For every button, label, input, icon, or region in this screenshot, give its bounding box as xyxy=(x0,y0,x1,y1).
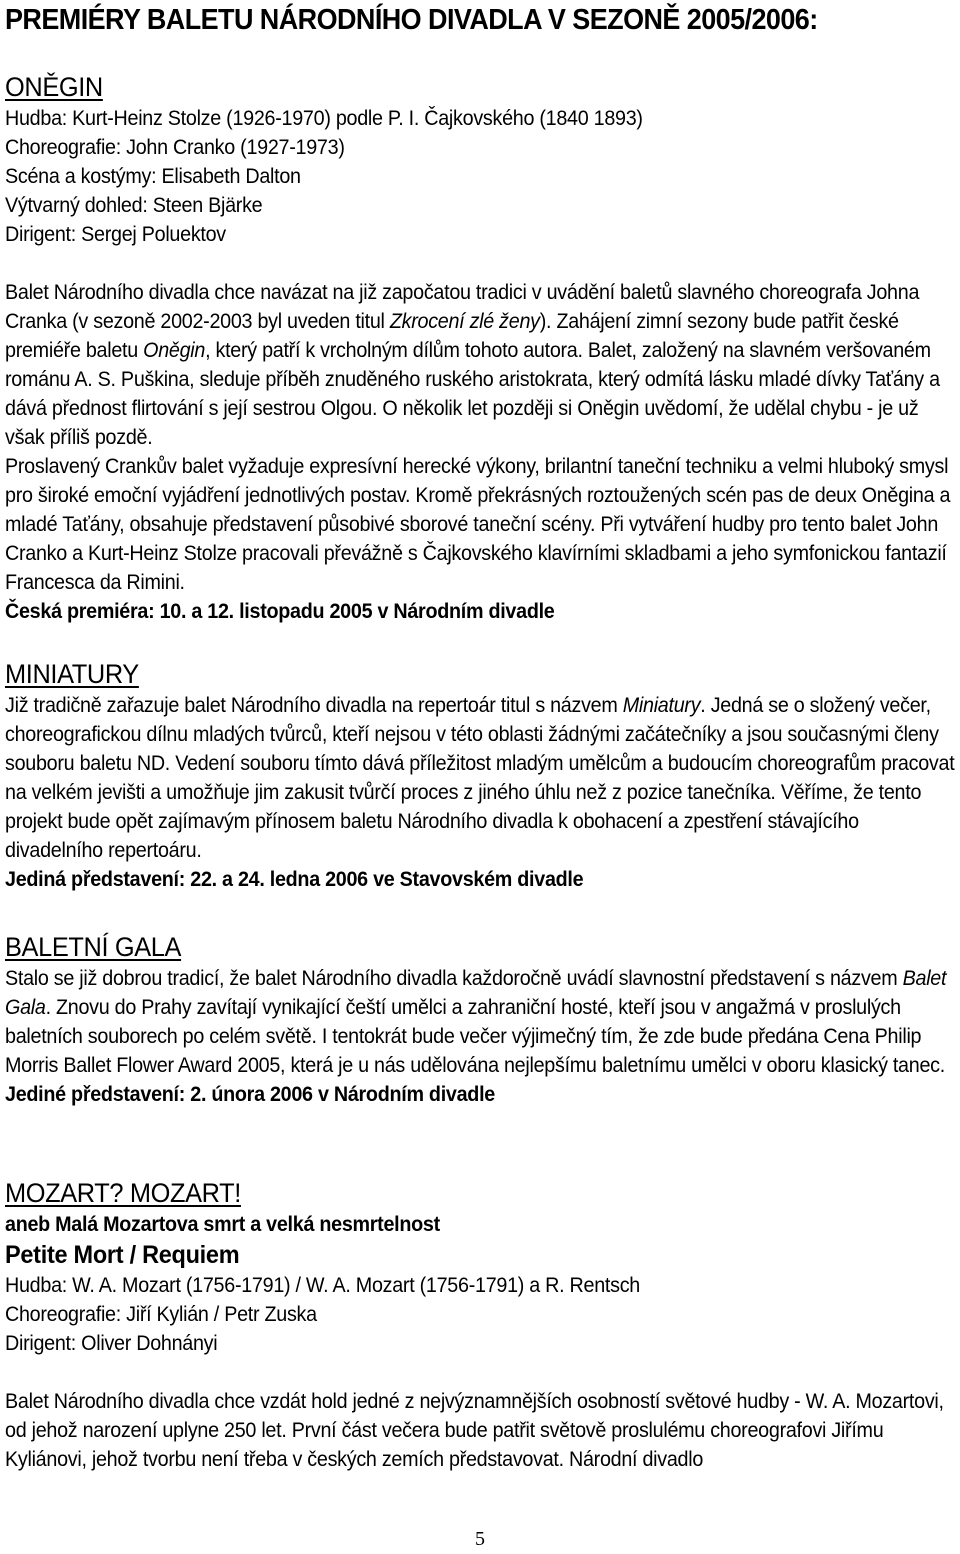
main-title: PREMIÉRY BALETU NÁRODNÍHO DIVADLA V SEZONĚ 2005/2006: xyxy=(5,4,818,36)
section-title-mozart: MOZART? MOZART! xyxy=(5,1178,241,1208)
paragraph xyxy=(5,691,954,865)
credit-line: Výtvarný dohled: Steen Bjärke xyxy=(5,194,263,217)
paragraph xyxy=(5,964,954,1080)
italic-title: Miniatury xyxy=(622,694,701,717)
section-mozart xyxy=(5,1176,954,1474)
credit-line: Choreografie: Jiří Kylián / Petr Zuska xyxy=(5,1303,317,1326)
text-run: ). Zahájení zimní sezony bude patřit české premiéře baletu xyxy=(5,310,899,362)
italic-title: Oněgin xyxy=(143,339,206,362)
section-title-gala: BALETNÍ GALA xyxy=(5,932,182,962)
paragraph: Proslavený Crankův balet vyžaduje expresívní herecké výkony, brilantní taneční techniku a velmi hluboký smysl pro široké emoční vyjádření jednotlivých postav. Kromě překrásných roztoužených scén pas de deux Oněgina a mladé Taťány, obsahuje představení působivé sborové taneční scény. Při vytváření hudby pro tento balet John Cranko a Kurt-Heinz Stolze pracovali převážně s Čajkovského klavírními skladbami a jeho symfonickou fantazií Francesca da Rimini. xyxy=(5,455,951,594)
section-onegin xyxy=(5,70,954,626)
spacer xyxy=(5,249,954,278)
paragraph xyxy=(5,278,954,452)
credit-line: Dirigent: Sergej Poluektov xyxy=(5,223,226,246)
work-title: Petite Mort / Requiem xyxy=(5,1241,240,1269)
section-title-miniatury: MINIATURY xyxy=(5,659,139,689)
credit-line: Dirigent: Oliver Dohnányi xyxy=(5,1332,218,1355)
italic-title: Zkrocení zlé ženy xyxy=(389,310,540,333)
section-title-onegin: ONĚGIN xyxy=(5,72,103,102)
spacer xyxy=(5,1358,954,1387)
premiere-date: Česká premiéra: 10. a 12. listopadu 2005 v Národním divadle xyxy=(5,600,555,623)
section-miniatury xyxy=(5,657,954,894)
credit-line: Hudba: Kurt-Heinz Stolze (1926-1970) podle P. I. Čajkovského (1840 1893) xyxy=(5,107,643,130)
text-run: Již tradičně zařazuje balet Národního divadla na repertoár titul s názvem xyxy=(5,694,623,717)
performance-date: Jediná představení: 22. a 24. ledna 2006 ve Stavovském divadle xyxy=(5,868,584,891)
text-run: , který patří k vrcholným dílům tohoto autora. Balet, založený na slavném veršovaném románu A. S. Puškina, sleduje příběh znuděného ruského aristokrata, který odmítá lásku mladé dívky Taťány a dává přednost flirtování s její sestrou Olgou. O několik let později si Oněgin uvědomí, že udělal chybu - je už však příliš pozdě. xyxy=(5,339,940,449)
paragraph: Balet Národního divadla chce vzdát hold jedné z nejvýznamnějších osobností světové hudby - W. A. Mozartovi, od jehož narození uplyne 250 let. První část večera bude patřit světově proslulému choreografovi Jiřímu Kyliánovi, jehož tvorbu není třeba v českých zemích představovat. Národní divadlo xyxy=(5,1390,944,1471)
text-run: Stalo se již dobrou tradicí, že balet Národního divadla každoročně uvádí slavnostní představení s názvem xyxy=(5,967,903,990)
text-run: . Jedná se o složený večer, choreografickou dílnu mladých tvůrců, kteří nejsou v této oblasti žádnými začátečníky a jsou současnými členy souboru baletu ND. Vedení souboru tímto dává příležitost mladým umělcům a budoucím choreografům pracovat na velkém jevišti a umožňuje jim zakusit tvůrčí proces z jiného úhlu než z pozice tanečníka. Věříme, že tento projekt bude opět zajímavým přínosem baletu Národního divadla k obohacení a zpestření stávajícího divadelního repertoáru. xyxy=(5,694,955,862)
section-gala xyxy=(5,930,954,1109)
performance-date: Jediné představení: 2. února 2006 v Národním divadle xyxy=(5,1083,495,1106)
text-run: Balet Národního divadla chce navázat na již započatou tradici v uvádění baletů slavného choreografa Johna Cranka (v sezoně 2002-2003 byl uveden titul xyxy=(5,281,920,333)
text-run: . Znovu do Prahy zavítají vynikající čeští umělci a zahraniční hosté, kteří jsou v angažmá v proslulých baletních souborech po celém světě. I tentokrát bude večer výjimečný tím, že zde bude předána Cena Philip Morris Ballet Flower Award 2005, která je u nás udělována nejlepšímu baletnímu umělci v oboru klasický tanec. xyxy=(5,996,945,1077)
italic-title: Balet Gala xyxy=(5,967,947,1019)
section-subtitle: aneb Malá Mozartova smrt a velká nesmrtelnost xyxy=(5,1213,440,1236)
credit-line: Hudba: W. A. Mozart (1756-1791) / W. A. Mozart (1756-1791) a R. Rentsch xyxy=(5,1274,640,1297)
credit-line: Scéna a kostýmy: Elisabeth Dalton xyxy=(5,165,301,188)
page-number: 5 xyxy=(475,1528,485,1550)
credit-line: Choreografie: John Cranko (1927-1973) xyxy=(5,136,345,159)
